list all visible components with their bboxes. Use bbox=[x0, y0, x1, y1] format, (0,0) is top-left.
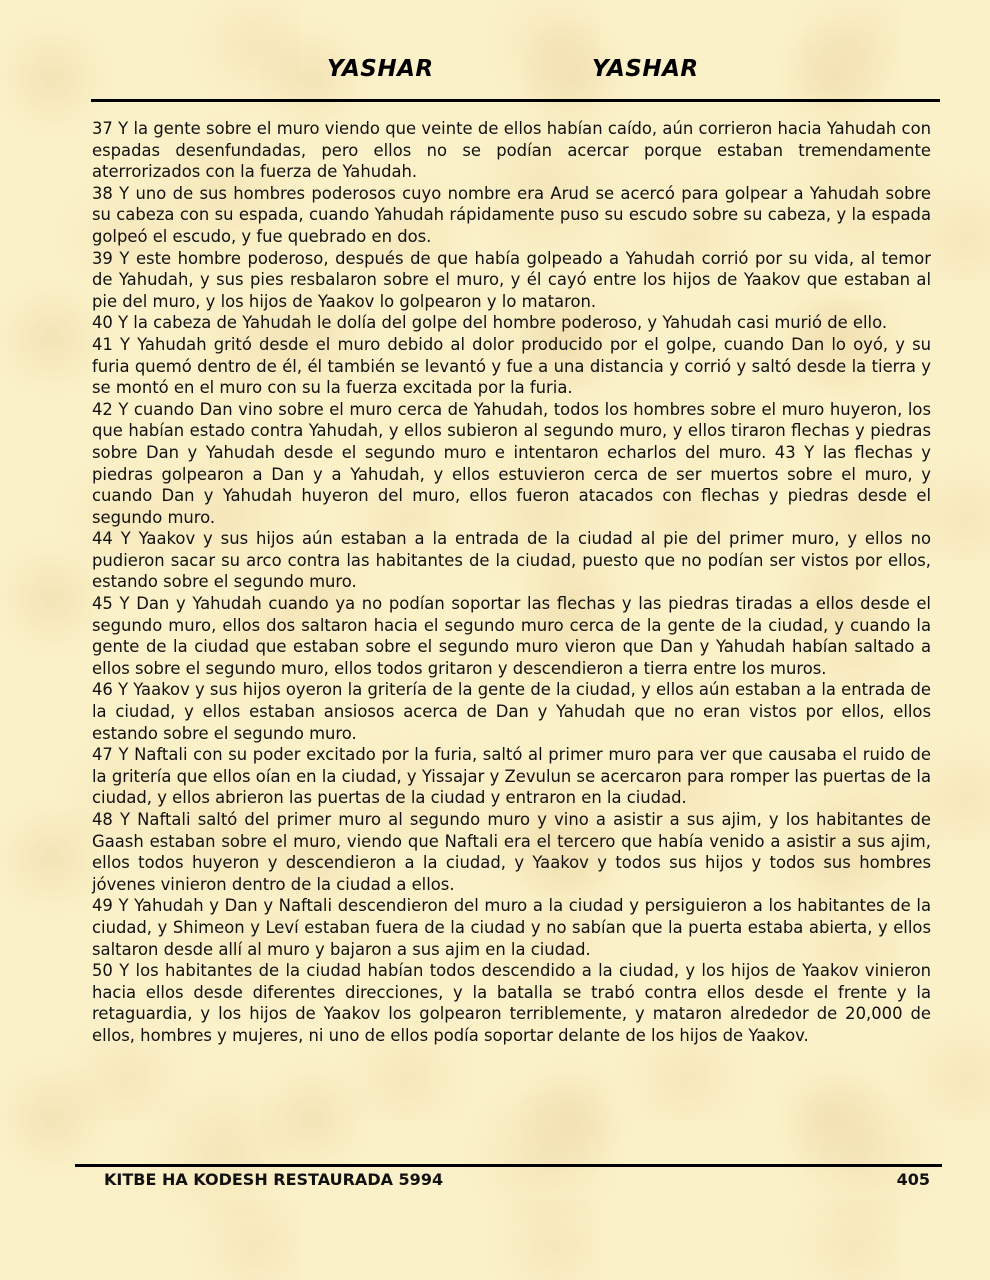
footer-book-title: KITBE HA KODESH RESTAURADA 5994 bbox=[104, 1170, 444, 1189]
verse-37: 37 Y la gente sobre el muro viendo que veinte de ellos habían caído, aún corrieron hacia Yahudah con espadas desenfundadas, pero ellos no se podían acercar porque estaban tremendamente aterrorizados con la fuerza de Yahudah. bbox=[92, 119, 931, 182]
verse-41: 41 Y Yahudah gritó desde el muro debido al dolor producido por el golpe, cuando Dan lo oyó, y su furia quemó dentro de él, él también se levantó y fue a una distancia y corrió y saltó desde la tierra y se montó en el muro con su la fuerza excitada por la furia. bbox=[92, 334, 931, 398]
header-divider bbox=[91, 99, 940, 102]
verse-46: 46 Y Yaakov y sus hijos oyeron la gritería de la gente de la ciudad, y ellos aún estaban a la entrada de la ciudad, y ellos estaban ansiosos acerca de Dan y Yahudah que no eran vistos por ellos, ellos estando sobre el segundo muro. bbox=[92, 680, 931, 743]
page-number: 405 bbox=[896, 1170, 930, 1189]
footer-divider bbox=[75, 1164, 942, 1167]
verse-48: 48 Y Naftali saltó del primer muro al segundo muro y vino a asistir a sus ajim, y los habitantes de Gaash estaban sobre el muro, viendo que Naftali era el tercero que había venido a asistir a sus ajim, ellos todos huyeron y descendieron a la ciudad, y Yaakov y todos sus hijos y todos sus hombres jóvenes vinieron dentro de la ciudad a ellos. bbox=[92, 810, 931, 894]
verse-50: 50 Y los habitantes de la ciudad habían todos descendido a la ciudad, y los hijos de Yaakov vinieron hacia ellos desde diferentes direcciones, y la batalla se trabó contra ellos desde el frente y la retaguardia, y los hijos de Yaakov los golpearon terriblemente, y mataron alrededor de 20,000 de ellos, hombres y mujeres, ni uno de ellos podía soportar delante de los hijos de Yaakov. bbox=[92, 961, 931, 1045]
verse-45: 45 Y Dan y Yahudah cuando ya no podían soportar las flechas y las piedras tiradas a ellos desde el segundo muro, ellos dos saltaron hacia el segundo muro cerca de la gente de la ciudad, y cuando la gente de la ciudad que estaban sobre el segundo muro vieron que Dan y Yahudah habían saltado a ellos sobre el segundo muro, ellos todos gritaron y descendieron a tierra entre los muros. bbox=[92, 594, 931, 678]
verse-44: 44 Y Yaakov y sus hijos aún estaban a la entrada de la ciudad al pie del primer muro, y ellos no pudieron sacar su arco contra las habitantes de la ciudad, puesto que no podían ser vistos por ellos, estando sobre el segundo muro. bbox=[92, 529, 931, 592]
verse-47: 47 Y Naftali con su poder excitado por la furia, saltó al primer muro para ver que causaba el ruido de la gritería que ellos oían en la ciudad, y Yissajar y Zevulun se acercaron para romper las puertas de la ciudad, y ellos abrieron las puertas de la ciudad y entraron en la ciudad. bbox=[92, 745, 931, 808]
verse-40: 40 Y la cabeza de Yahudah le dolía del golpe del hombre poderoso, y Yahudah casi murió de ello. bbox=[92, 313, 888, 333]
header-title-left: YASHAR bbox=[327, 56, 434, 82]
verse-39: 39 Y este hombre poderoso, después de que había golpeado a Yahudah corrió por su vida, al temor de Yahudah, y sus pies resbalaron sobre el muro, y él cayó entre los hijos de Yaakov que estaban al pie del muro, y los hijos de Yaakov lo golpearon y lo mataron. bbox=[92, 248, 931, 311]
verse-49: 49 Y Yahudah y Dan y Naftali descendieron del muro a la ciudad y persiguieron a los habitantes de la ciudad, y Shimeon y Leví estaban fuera de la ciudad y no sabían que la puerta estaba abierta, y ellos saltaron desde allí al muro y bajaron a sus ajim en la ciudad. bbox=[92, 896, 931, 959]
body-text bbox=[92, 118, 931, 1047]
page-footer bbox=[104, 1170, 930, 1194]
page-header bbox=[0, 56, 990, 90]
verse-38: 38 Y uno de sus hombres poderosos cuyo nombre era Arud se acercó para golpear a Yahudah sobre su cabeza con su espada, cuando Yahudah rápidamente puso su escudo sobre su cabeza, y la espada golpeó el escudo, y fue quebrado en dos. bbox=[92, 183, 931, 246]
verse-42-43: 42 Y cuando Dan vino sobre el muro cerca de Yahudah, todos los hombres sobre el muro huyeron, los que habían estado contra Yahudah, y ellos subieron al segundo muro, y ellos tiraron flechas y piedras sobre Dan y Yahudah desde el segundo muro e intentaron echarlos del muro. 43 Y las flechas y piedras golpearon a Dan y a Yahudah, y ellos estuvieron cerca de ser muertos sobre el muro, y cuando Dan y Yahudah huyeron del muro, ellos fueron atacados con flechas y piedras desde el segundo muro. bbox=[92, 399, 931, 527]
header-title-right: YASHAR bbox=[592, 56, 699, 82]
